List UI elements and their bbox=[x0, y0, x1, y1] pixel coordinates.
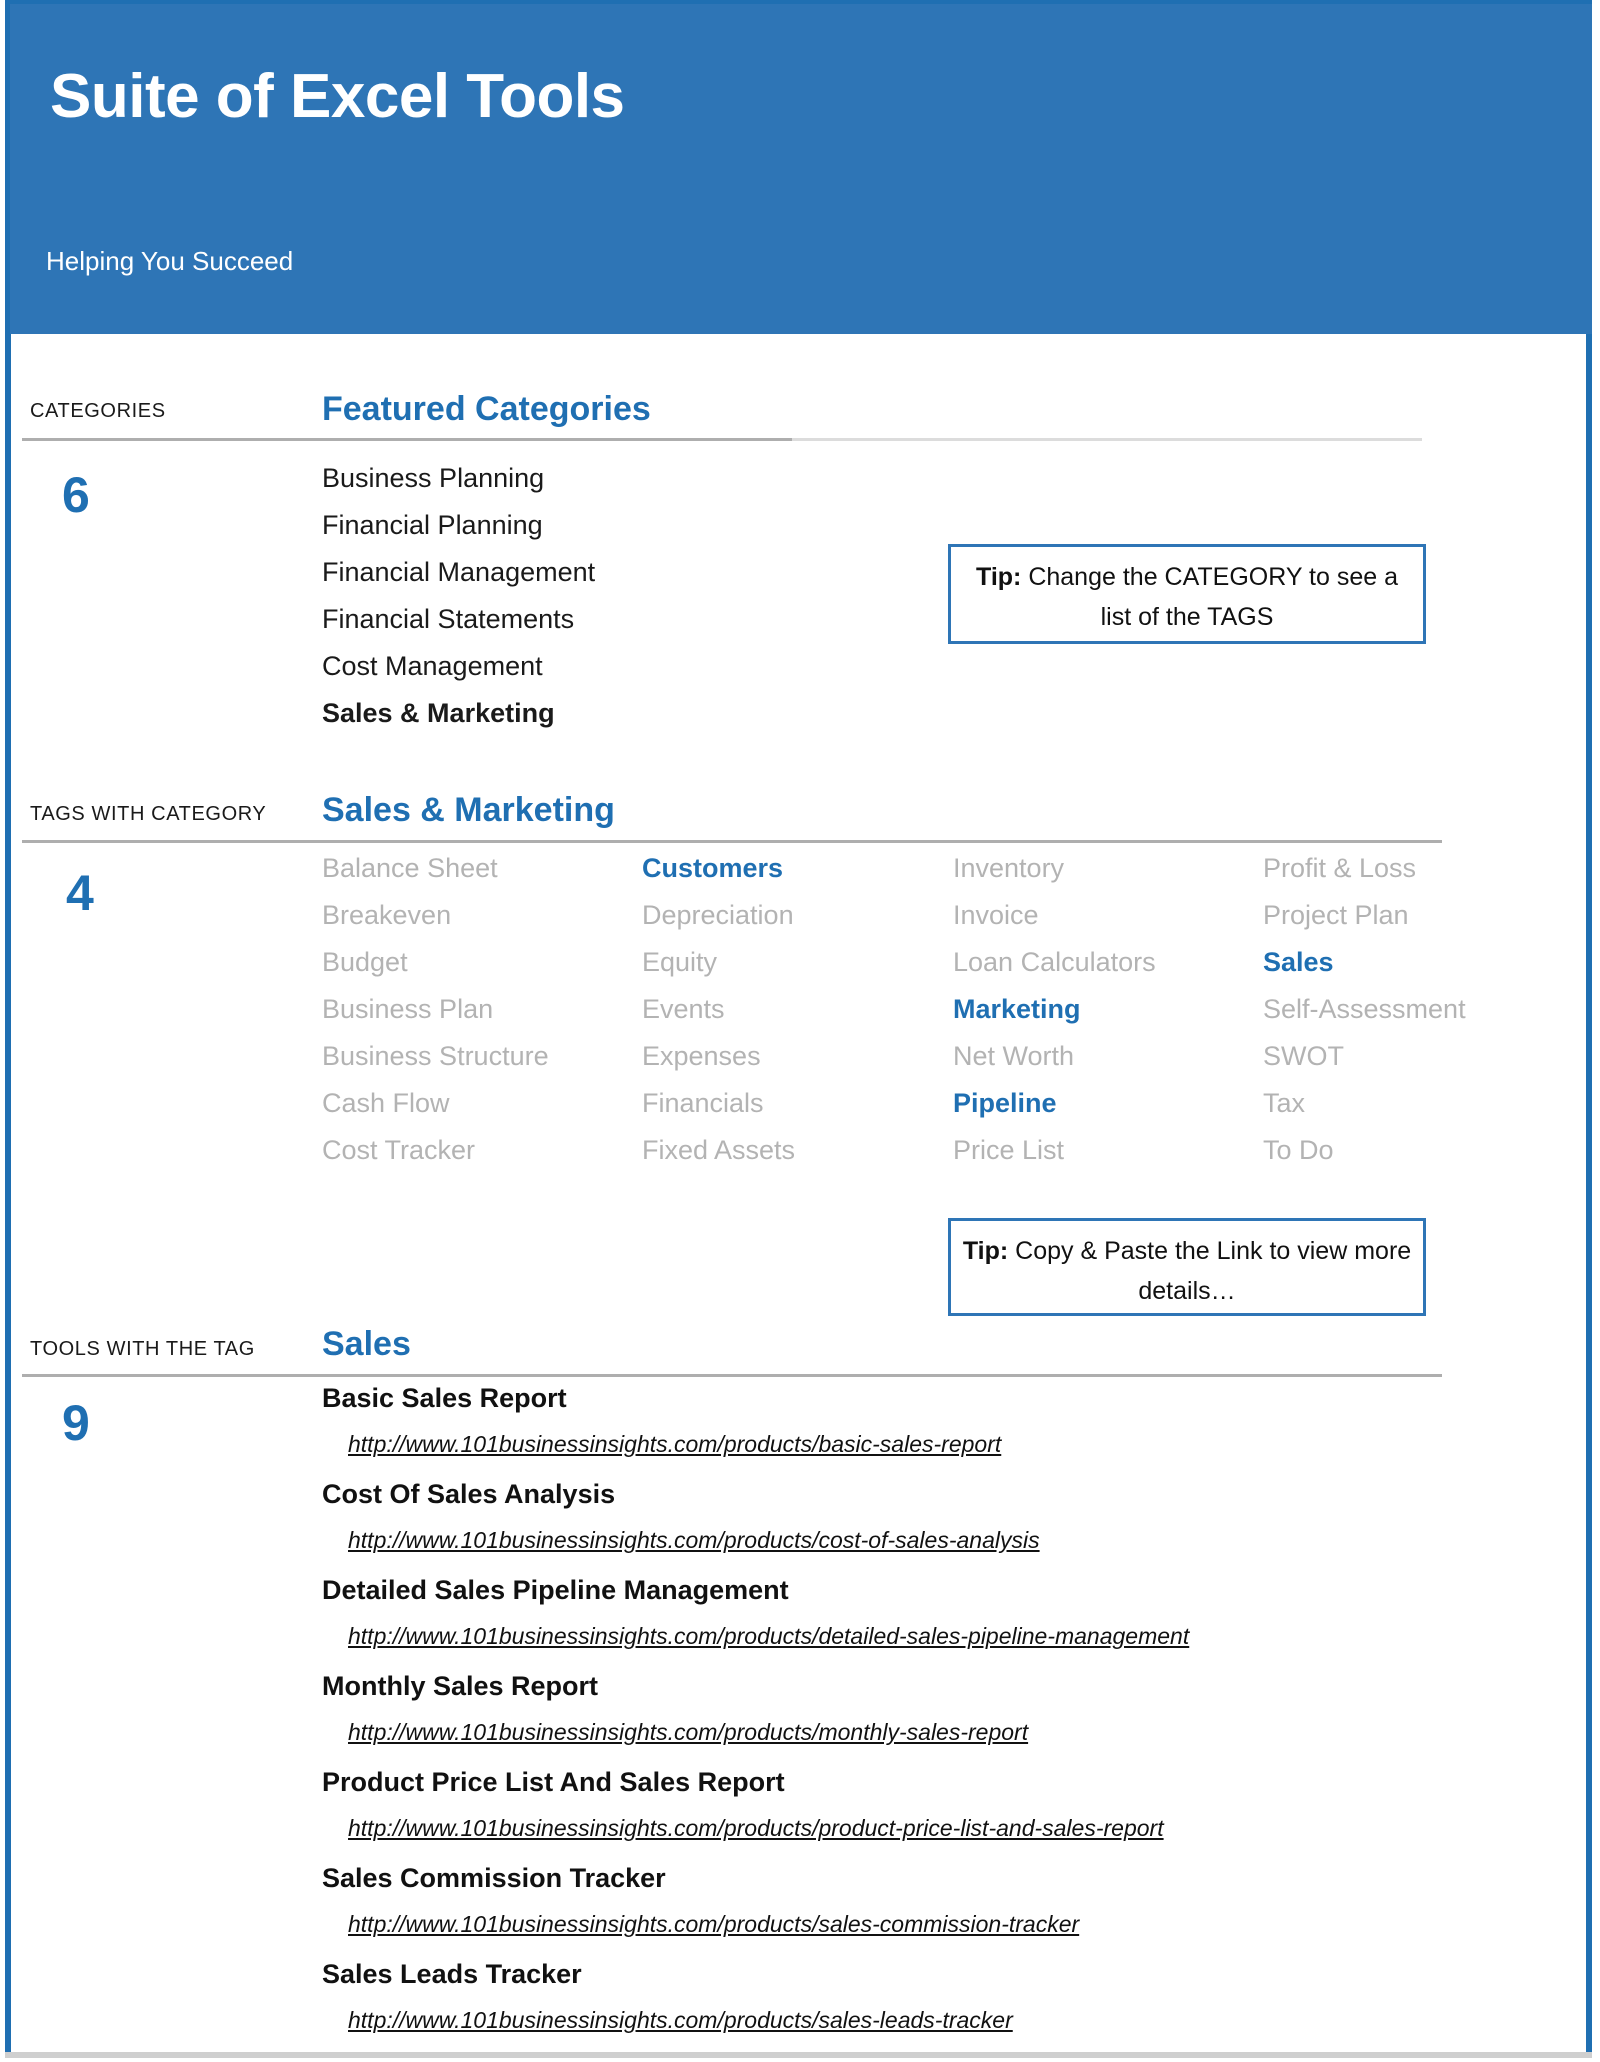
categories-count: 6 bbox=[62, 467, 90, 523]
tag-item[interactable]: Events bbox=[642, 994, 725, 1024]
tip-label: Tip: bbox=[962, 1237, 1009, 1265]
tip-label: Tip: bbox=[976, 563, 1022, 591]
tags-column-4 bbox=[1263, 845, 1593, 1174]
tool-name: Detailed Sales Pipeline Management bbox=[322, 1575, 789, 1605]
tool-name: Cost Of Sales Analysis bbox=[322, 1479, 616, 1509]
tag-item[interactable]: Balance Sheet bbox=[322, 853, 498, 883]
category-item[interactable]: Financial Management bbox=[322, 557, 596, 587]
tool-name: Basic Sales Report bbox=[322, 1383, 567, 1413]
categories-section-label: CATEGORIES bbox=[30, 400, 166, 422]
tag-item[interactable]: Financials bbox=[642, 1088, 764, 1118]
tags-section-label: TAGS WITH CATEGORY bbox=[30, 803, 267, 825]
tag-item-active[interactable]: Customers bbox=[642, 853, 784, 883]
tool-entry bbox=[322, 1471, 1482, 1567]
tag-item[interactable]: Business Plan bbox=[322, 994, 494, 1024]
tools-section-label: TOOLS WITH THE TAG bbox=[30, 1338, 255, 1360]
tag-item[interactable]: SWOT bbox=[1263, 1041, 1344, 1071]
tool-entry bbox=[322, 1375, 1482, 1471]
category-item[interactable]: Cost Management bbox=[322, 651, 543, 681]
tags-column-1 bbox=[322, 845, 642, 1174]
tool-name: Sales Commission Tracker bbox=[322, 1863, 666, 1893]
tool-entry bbox=[322, 1855, 1482, 1951]
tag-item[interactable]: Project Plan bbox=[1263, 900, 1409, 930]
page-border-bottom bbox=[5, 2052, 1592, 2058]
tool-url-link[interactable]: http://www.101businessinsights.com/products/detailed-sales-pipeline-management bbox=[348, 1623, 1190, 1649]
page-subtitle: Helping You Succeed bbox=[46, 246, 294, 276]
page-title: Suite of Excel Tools bbox=[50, 62, 625, 131]
tag-item[interactable]: Cost Tracker bbox=[322, 1135, 476, 1165]
tool-name: Monthly Sales Report bbox=[322, 1671, 599, 1701]
tool-entry bbox=[322, 1951, 1482, 2047]
tag-item[interactable]: Price List bbox=[953, 1135, 1065, 1165]
tool-entry bbox=[322, 1759, 1482, 1855]
tag-item[interactable]: Profit & Loss bbox=[1263, 853, 1417, 883]
tool-entry bbox=[322, 1567, 1482, 1663]
tool-url-link[interactable]: http://www.101businessinsights.com/products/product-price-list-and-sales-report bbox=[348, 1815, 1164, 1841]
categories-section-heading: Featured Categories bbox=[322, 390, 651, 428]
tag-item[interactable]: Budget bbox=[322, 947, 408, 977]
tool-entry bbox=[322, 1663, 1482, 1759]
tool-url-link[interactable]: http://www.101businessinsights.com/products/sales-leads-tracker bbox=[348, 2007, 1013, 2033]
tip-box-tools bbox=[948, 1218, 1426, 1316]
categories-rule-light bbox=[792, 438, 1422, 441]
tip-box-categories bbox=[948, 544, 1426, 644]
tip-text: Copy & Paste the Link to view more details… bbox=[1008, 1237, 1412, 1305]
tag-item[interactable]: Self-Assessment bbox=[1263, 994, 1466, 1024]
tool-url-link[interactable]: http://www.101businessinsights.com/products/monthly-sales-report bbox=[348, 1719, 1029, 1745]
tip-text: Change the CATEGORY to see a list of the TAGS bbox=[1021, 563, 1398, 631]
tag-item[interactable]: To Do bbox=[1263, 1135, 1334, 1165]
tag-item[interactable]: Tax bbox=[1263, 1088, 1306, 1118]
tool-name: Product Price List And Sales Report bbox=[322, 1767, 785, 1797]
category-item[interactable]: Financial Planning bbox=[322, 510, 543, 540]
tags-count: 4 bbox=[66, 865, 94, 921]
tag-item[interactable]: Inventory bbox=[953, 853, 1065, 883]
tag-item[interactable]: Depreciation bbox=[642, 900, 794, 930]
categories-rule-dark bbox=[22, 438, 792, 441]
header-banner bbox=[10, 4, 1592, 334]
tools-list bbox=[322, 1375, 1482, 2047]
tag-item[interactable]: Equity bbox=[642, 947, 718, 977]
tool-url-link[interactable]: http://www.101businessinsights.com/products/cost-of-sales-analysis bbox=[348, 1527, 1040, 1553]
tag-item[interactable]: Loan Calculators bbox=[953, 947, 1156, 977]
category-item[interactable]: Financial Statements bbox=[322, 604, 575, 634]
category-item[interactable]: Business Planning bbox=[322, 463, 545, 493]
tag-item-active[interactable]: Marketing bbox=[953, 994, 1081, 1024]
tool-url-link[interactable]: http://www.101businessinsights.com/products/sales-commission-tracker bbox=[348, 1911, 1080, 1937]
tags-rule bbox=[22, 840, 1442, 843]
tag-item[interactable]: Invoice bbox=[953, 900, 1039, 930]
tool-url-link[interactable]: http://www.101businessinsights.com/products/basic-sales-report bbox=[348, 1431, 1002, 1457]
tools-section-heading: Sales bbox=[322, 1325, 411, 1363]
tags-section-heading: Sales & Marketing bbox=[322, 791, 615, 829]
tag-item[interactable]: Breakeven bbox=[322, 900, 452, 930]
tag-item[interactable]: Business Structure bbox=[322, 1041, 549, 1071]
tag-item[interactable]: Fixed Assets bbox=[642, 1135, 796, 1165]
tool-name: Sales Leads Tracker bbox=[322, 1959, 582, 1989]
tag-item-active[interactable]: Pipeline bbox=[953, 1088, 1057, 1118]
tag-item[interactable]: Net Worth bbox=[953, 1041, 1075, 1071]
tag-item[interactable]: Expenses bbox=[642, 1041, 761, 1071]
category-item-selected[interactable]: Sales & Marketing bbox=[322, 698, 555, 728]
tags-column-2 bbox=[642, 845, 962, 1174]
tag-item[interactable]: Cash Flow bbox=[322, 1088, 450, 1118]
featured-categories-list bbox=[322, 455, 922, 737]
tag-item-active[interactable]: Sales bbox=[1263, 947, 1334, 977]
tools-count: 9 bbox=[62, 1395, 90, 1451]
tags-column-3 bbox=[953, 845, 1273, 1174]
